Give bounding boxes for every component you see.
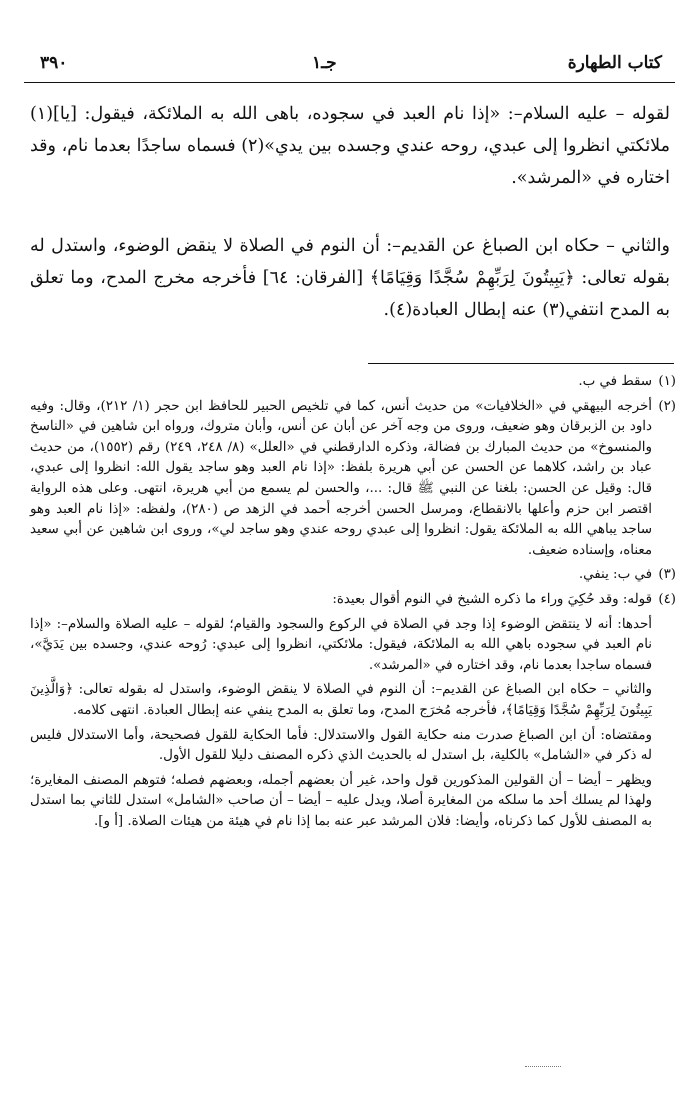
footnote-2 <box>30 397 676 566</box>
footnote-number: (٢) <box>658 398 676 414</box>
footnote-4 <box>30 590 676 837</box>
page-end-mark <box>525 1066 561 1067</box>
page-number: ٣٩٠ <box>40 53 68 73</box>
footnote-text: والثاني – حكاه ابن الصباغ عن القديم–: أن النوم في الصلاة لا ينقض الوضوء، واستدل له بقوله تعالى: ﴿وَالَّذِينَ يَبِيتُونَ لِرَبِّهِمْ سُجَّدًا وَقِيَامًا﴾، فأخرجه مُخرَج المدح، وما تعلق به المدح ينفي عنه إبطال العبادة. انتهى كلامه. <box>30 682 652 718</box>
header-rule <box>24 82 675 83</box>
footnotes <box>30 372 676 836</box>
footnote-body <box>30 397 652 566</box>
footnote-text: قوله: وقد حُكِيَ وراء ما ذكره الشيخ في النوم أقوال بعيدة: <box>332 591 652 607</box>
footnote-text: أخرجه البيهقي في «الخلافيات» من حديث أنس، كما في تلخيص الحبير للحافظ ابن حجر (١/ ٢١٢)، وقال: وفيه داود بن الزبرقان وهو ضعيف، وروى من وجه آخر عن أبان عن أنس، وأبان متروك، ورواه ابن شاهين في «الناسخ والمنسوخ» من حديث المبارك بن فضالة، وذكره الدارقطني في «العلل» (٨/ ٢٤٨، ٢٤٩) رقم (١٥٥٢)، من حديث عباد بن راشد، كلاهما عن الحسن عن أبي هريرة بلفظ: «إذا نام العبد وهو ساجد يقول الله: انظروا إلى عبدي، قال: وقيل عن الحسن: بلغنا عن النبي ﷺ قال: ...، والحسن لم يسمع من أبي هريرة، انتهى. وعلى هذه الرواية اقتصر ابن حزم وأعلها بالانقطاع، ومرسل الحسن أخرجه أحمد في الزهد ص (٢٨٠)، ولفظه: «إذا نام العبد وهو ساجد يباهي الله به الملائكة يقول: انظروا إلى عبدي روحه عندي وهو ساجد لي»، وروى ابن شاهين عن أبي سعيد معناه، وإسناده ضعيف. <box>30 398 652 558</box>
footnote-body <box>30 565 652 590</box>
footnote-1 <box>30 372 676 397</box>
footnote-body <box>30 590 652 837</box>
main-paragraph-1 <box>30 98 670 194</box>
footnote-text: ويظهر – أيضا – أن القولين المذكورين قول واحد، غير أن بعضهم أجمله، وبعضهم فصله؛ فتوهم المصنف المغايرة؛ ولهذا لم يسلك أحد ما سلكه من المغايرة أصلا، ويدل عليه – أيضا – أن صاحب «الشامل» استدل للثاني بما استدل به المصنف للأول كما ذكرناه، وأيضا: فلان المرشد عبر عنه بما إذا نام في هيئة من هيئات الصلاة. [أ و]. <box>30 772 652 829</box>
footnote-separator <box>368 363 674 364</box>
footnote-text: ومقتضاه: أن ابن الصباغ صدرت منه حكاية القول والاستدلال: فأما الحكاية للقول فصحيحة، وأما الاستدلال فليس له ذكر في «الشامل» بالكلية، بل استدل له بالحديث الذي ذكره المصنف دليلا للقول الأول. <box>30 727 652 764</box>
footnote-body <box>30 372 652 397</box>
book-title: كتاب الطهارة <box>567 53 662 73</box>
footnote-number: (٣) <box>658 567 676 583</box>
footnote-number: (٤) <box>658 591 676 607</box>
footnote-3 <box>30 565 676 590</box>
footnote-text: أحدها: أنه لا ينتقض الوضوء إذا وجد في الصلاة في الركوع والسجود والقيام؛ لقوله – عليه الصلاة والسلام–: «إذا نام العبد في سجوده باهي الله به الملائكة، فيقول: ملائكتي، انظروا إلى عبدي: رُوحه عندي، وجسده بين يَدَيَّ»، فسماه ساجدا بعدما نام، وقد اختاره في «المرشد». <box>30 616 652 673</box>
main-paragraph-2-text: والثاني – حكاه ابن الصباغ عن القديم–: أن النوم في الصلاة لا ينقض الوضوء، واستدل له بقوله تعالى: ﴿يَبِيتُونَ لِرَبِّهِمْ سُجَّدًا وَقِيَامًا﴾ [الفرقان: ٦٤] فأخرجه مخرج المدح، وما تعلق به المدح انتفي(٣) عنه إبطال العبادة(٤). <box>30 236 670 320</box>
main-paragraph-2 <box>30 230 670 326</box>
main-paragraph-1-text: لقوله – عليه السلام–: «إذا نام العبد في سجوده، باهى الله به الملائكة، فيقول: [يا](١) ملائكتي انظروا إلى عبدي، روحه عندي وجسده بين يدي»(٢) فسماه ساجدًا بعدما نام، وقد اختاره في «المرشد». <box>30 104 671 188</box>
volume-label: جـ١ <box>312 53 337 73</box>
footnote-text: في ب: ينفي. <box>578 567 652 583</box>
footnote-text: سقط في ب. <box>578 374 652 389</box>
footnote-number: (١) <box>658 374 676 389</box>
